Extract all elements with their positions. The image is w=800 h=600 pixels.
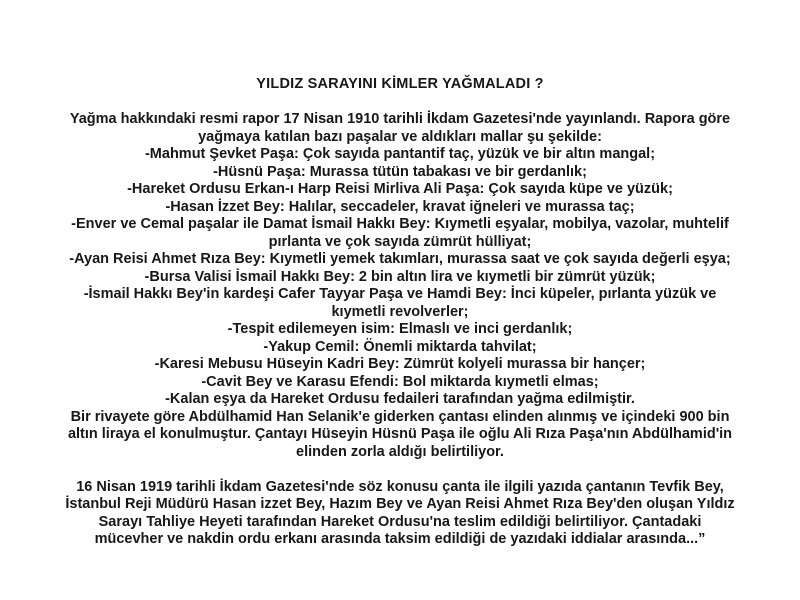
text-line: -Kalan eşya da Hareket Ordusu fedaileri tarafından yağma edilmiştir.	[165, 391, 635, 407]
text-line: Yağma hakkındaki resmi rapor 17 Nisan 1910 tarihli İkdam Gazetesi'nde yayınlandı. Rapora göre	[69, 111, 731, 127]
text-line: kıymetli revolverler;	[331, 303, 469, 320]
text-line: elinden zorla aldığı belirtiliyor.	[296, 443, 504, 460]
text-line: mücevher ve nakdin ordu erkanı arasında taksim edildiği de yazıdaki iddialar arasında...”	[94, 531, 706, 547]
text-line: -İsmail Hakkı Bey'in kardeşi Cafer Tayyar Paşa ve Hamdi Bey: İnci küpeler, pırlanta yüzük ve	[83, 286, 717, 302]
text-line: Bir rivayete göre Abdülhamid Han Selanik'e giderken çantası elinden alınmış ve içindeki 900 bin	[70, 408, 730, 425]
text-line: -Cavit Bey ve Karasu Efendi: Bol miktarda kıymetli elmas;	[201, 373, 599, 390]
text-line: -Karesi Mebusu Hüseyin Kadri Bey: Zümrüt kolyeli murassa bir hançer;	[154, 356, 646, 372]
text-line: pırlanta ve çok sayıda zümrüt hülliyat;	[268, 233, 532, 250]
paragraph-gap	[8, 461, 792, 479]
article-paragraph-1	[8, 111, 792, 461]
text-line: yağmaya katılan bazı paşalar ve aldıkları mallar şu şekilde:	[198, 128, 602, 145]
text-line: Sarayı Tahliye Heyeti tarafından Hareket Ordusu'na teslim edildiği belirtiliyor. Çantadaki	[98, 513, 702, 530]
text-line: -Hasan İzzet Bey: Halılar, seccadeler, kravat iğneleri ve murassa taç;	[165, 198, 635, 215]
text-line: -Yakup Cemil: Önemli miktarda tahvilat;	[263, 338, 537, 355]
text-line: -Hüsnü Paşa: Murassa tütün tabakası ve bir gerdanlık;	[213, 163, 587, 180]
text-line: -Hareket Ordusu Erkan-ı Harp Reisi Mirliva Ali Paşa: Çok sayıda küpe ve yüzük;	[127, 181, 673, 197]
text-line: -Enver ve Cemal paşalar ile Damat İsmail Hakkı Bey: Kıymetli eşyalar, mobilya, vazolar, muhtelif	[71, 216, 729, 232]
text-line: İstanbul Reji Müdürü Hasan izzet Bey, Hazım Bey ve Ayan Reisi Ahmet Rıza Bey'den oluşan Yıldız	[65, 496, 735, 512]
article-title: YILDIZ SARAYINI KİMLER YAĞMALADI ?	[256, 76, 544, 92]
text-line: -Mahmut Şevket Paşa: Çok sayıda pantantif taç, yüzük ve bir altın mangal;	[144, 146, 656, 162]
text-line: altın liraya el konulmuştur. Çantayı Hüseyin Hüsnü Paşa ile oğlu Ali Rıza Paşa'nın Abdülhamid'in	[67, 426, 733, 442]
article-paragraph-2	[8, 479, 792, 549]
text-line: 16 Nisan 1919 tarihli İkdam Gazetesi'nde söz konusu çanta ile ilgili yazıda çantanın Tevfik Bey,	[76, 478, 724, 495]
text-line: -Bursa Valisi İsmail Hakkı Bey: 2 bin altın lira ve kıymetli bir zümrüt yüzük;	[144, 268, 656, 285]
text-line: -Tespit edilemeyen isim: Elmaslı ve inci gerdanlık;	[227, 321, 573, 337]
text-line: -Ayan Reisi Ahmet Rıza Bey: Kıymetli yemek takımları, murassa saat ve çok sayıda değerli eşya;	[69, 251, 731, 267]
